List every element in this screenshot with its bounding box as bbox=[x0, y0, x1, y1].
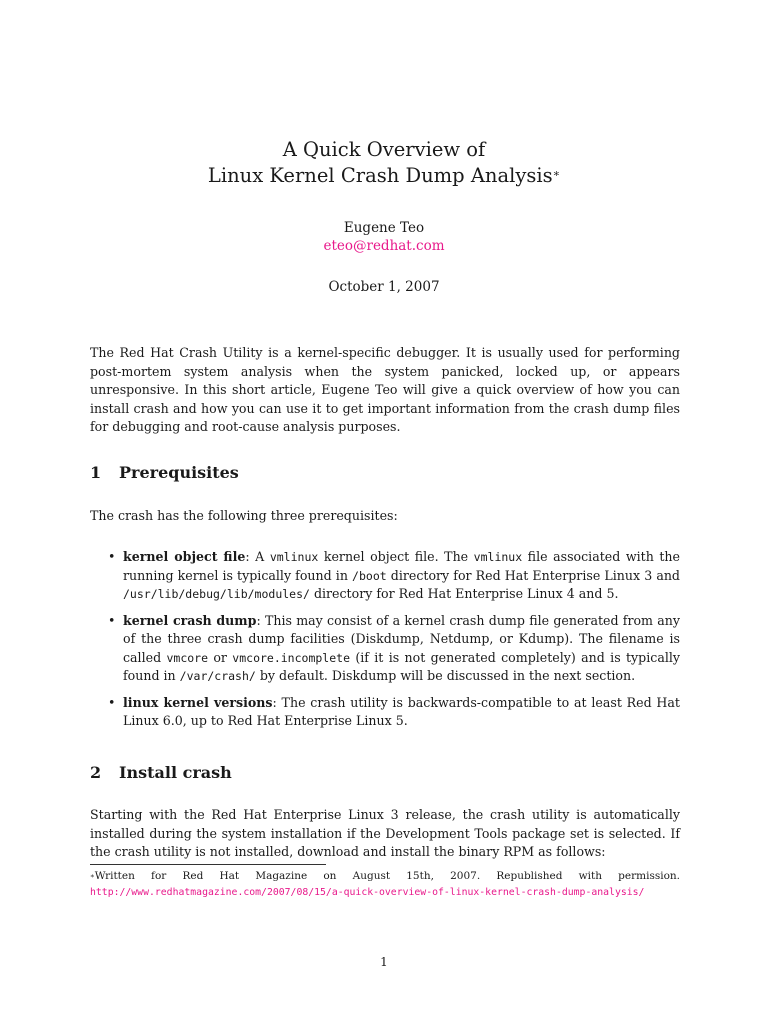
title-footnote-mark: ∗ bbox=[552, 167, 561, 180]
prerequisites-intro: The crash has the following three prerequisites: bbox=[90, 508, 398, 523]
footnote bbox=[90, 868, 680, 901]
paper-title bbox=[0, 137, 768, 189]
section-number: 1 bbox=[90, 463, 102, 482]
item-term: kernel crash dump bbox=[123, 612, 257, 628]
item-text: directory for Red Hat Enterprise Linux 4 and 5. bbox=[309, 586, 619, 601]
bullet-icon: • bbox=[108, 612, 116, 628]
code-text: /var/crash/ bbox=[179, 669, 256, 683]
footnote-mark: ∗ bbox=[90, 872, 95, 880]
item-term: linux kernel versions bbox=[123, 694, 273, 710]
section-heading-prerequisites bbox=[90, 463, 239, 483]
item-term: kernel object file bbox=[123, 549, 246, 564]
bullet-icon: • bbox=[108, 694, 116, 710]
list-item bbox=[108, 548, 680, 604]
code-text: vmlinux bbox=[473, 550, 523, 564]
code-text: vmlinux bbox=[269, 550, 319, 564]
abstract-paragraph: The Red Hat Crash Utility is a kernel-specific debugger. It is usually used for performing post-mortem system analysis when the system panicked, locked up, or appears unresponsive. In this short article, Eugene Teo will give a quick overview of how you can install crash and how you can use it to get important information from the crash dump files for debugging and root-cause analysis purposes. bbox=[90, 345, 680, 434]
title-line-2 bbox=[0, 163, 768, 189]
prerequisites-list bbox=[108, 548, 680, 739]
item-text: (if it is not generated completely) and is typically found in bbox=[123, 649, 680, 683]
footnote-link[interactable]: http://www.redhatmagazine.com/2007/08/15/a-quick-overview-of-linux-kernel-crash-dump-analysis/ bbox=[90, 887, 645, 898]
page-number: 1 bbox=[380, 955, 388, 969]
item-text: : This may consist of a kernel crash dump file generated from any of the three crash dump facilities (Diskdump, Netdump, or Kdump). The filename is called bbox=[123, 612, 681, 665]
bullet-icon: • bbox=[108, 549, 116, 564]
item-text: by default. Diskdump will be discussed in the next section. bbox=[255, 668, 636, 683]
section-number: 2 bbox=[90, 763, 102, 782]
section-title: Install crash bbox=[119, 763, 232, 782]
code-text: vmcore bbox=[166, 650, 209, 665]
list-item bbox=[108, 612, 680, 686]
author-email-link[interactable]: eteo@redhat.com bbox=[323, 238, 445, 254]
item-text: directory for Red Hat Enterprise Linux 3 and bbox=[386, 567, 680, 583]
code-text: vmcore.incomplete bbox=[232, 650, 350, 665]
list-item bbox=[108, 694, 680, 731]
title-line-2-text: Linux Kernel Crash Dump Analysis bbox=[207, 164, 553, 187]
item-text: : A bbox=[245, 549, 270, 564]
install-intro: Starting with the Red Hat Enterprise Linux 3 release, the crash utility is automatically installed during the system installation if the Development Tools package set is selected. If the crash utility is not installed, download and install the binary RPM as follows: bbox=[90, 807, 680, 859]
author-block bbox=[0, 219, 768, 255]
section-heading-install-crash bbox=[90, 763, 232, 783]
footnote-text: Written for Red Hat Magazine on August 15th, 2007. Republished with permission. bbox=[94, 870, 680, 882]
title-line-1: A Quick Overview of bbox=[282, 138, 486, 161]
code-text: /usr/lib/debug/lib/modules/ bbox=[123, 587, 310, 601]
footnote-divider bbox=[90, 864, 326, 865]
item-text: kernel object file. The bbox=[318, 549, 474, 564]
item-text: or bbox=[208, 649, 233, 665]
publication-date: October 1, 2007 bbox=[328, 279, 440, 295]
author-name: Eugene Teo bbox=[343, 220, 425, 236]
item-text: file associated with the running kernel is typically found in bbox=[123, 549, 680, 583]
section-title: Prerequisites bbox=[119, 463, 239, 482]
code-text: /boot bbox=[352, 568, 387, 583]
item-text: : The crash utility is backwards-compatible to at least Red Hat Linux 6.0, up to Red Hat Enterprise Linux 5. bbox=[123, 694, 680, 728]
